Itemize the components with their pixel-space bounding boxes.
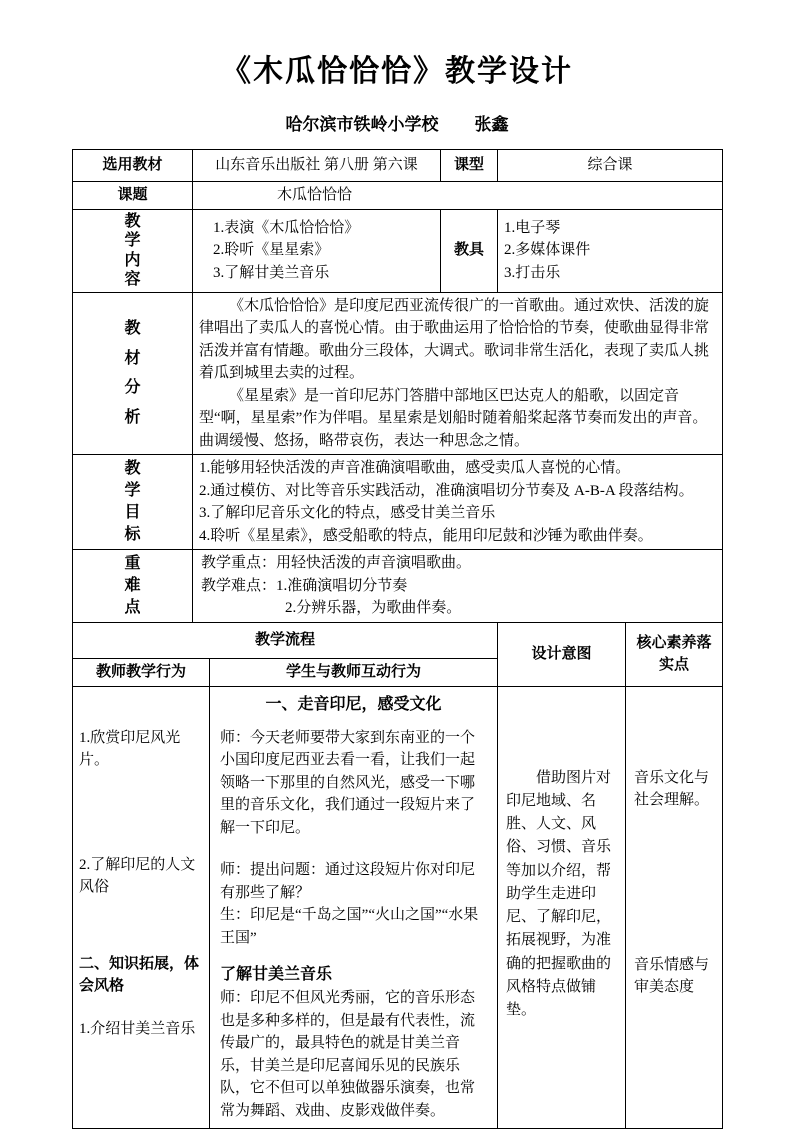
author-name: 张鑫 xyxy=(474,115,509,134)
core-literacy-header: 核心素养落实点 xyxy=(626,622,723,686)
teaching-goals-body xyxy=(193,455,723,550)
lesson-info-table xyxy=(72,149,723,623)
student-interaction-header: 学生与教师互动行为 xyxy=(210,658,498,686)
analysis-paragraph: 《木瓜恰恰恰》是印度尼西亚流传很广的一首歌曲。通过欢快、活泼的旋律唱出了卖瓜人的喜悦心情。由于歌曲运用了恰恰恰的节奏，使歌曲显得非常活泼并富有情趣。歌曲分三段体，大调式。歌词非常生活化，表现了卖瓜人挑着瓜到城里去卖的过程。 xyxy=(199,297,710,382)
analysis-paragraph: 《星星索》是一首印尼苏门答腊中部地区巴达克人的船歌，以固定音型“啊，星星索”作为伴唱。星星索是划船时随着船桨起落节奏而发出的声音。曲调缓慢、悠扬，略带哀伤，表达一种思念之情。 xyxy=(199,387,708,449)
literacy-item: 音乐情感与审美态度 xyxy=(634,956,710,996)
process-header: 教学流程 xyxy=(73,622,498,658)
literacy-item: 音乐文化与社会理解。 xyxy=(634,769,710,809)
topic-label: 课题 xyxy=(73,182,193,210)
school-name: 哈尔滨市铁岭小学校 xyxy=(285,115,439,134)
table-row-content xyxy=(73,209,723,292)
material-analysis-label-text: 教材分析 xyxy=(124,320,141,426)
process-header-row xyxy=(73,622,723,658)
core-literacy-cell xyxy=(626,686,723,1129)
teacher-behavior-cell xyxy=(73,686,210,1129)
design-intent-cell xyxy=(498,686,626,1129)
content-item: 3.了解甘美兰音乐 xyxy=(213,264,330,281)
course-type-label: 课型 xyxy=(441,150,498,182)
section-heading: 一、走音印尼，感受文化 xyxy=(265,695,442,713)
aids-label: 教具 xyxy=(441,209,498,292)
student-paragraph: 师：今天老师要带大家到东南亚的一个小国印度尼西亚去看一看，让我们一起领略一下那里的自然风光，感受一下哪里的音乐文化，我们通过一段短片来了解一下印尼。 xyxy=(220,729,476,836)
table-row-topic xyxy=(73,182,723,210)
aid-item: 1.电子琴 xyxy=(504,219,561,236)
student-paragraph: 师：提出问题：通过这段短片你对印尼有那些了解？ xyxy=(220,862,476,901)
aid-item: 2.多媒体课件 xyxy=(504,242,591,259)
page-subtitle xyxy=(72,110,722,135)
material-analysis-body xyxy=(193,292,723,455)
table-row-analysis xyxy=(73,292,723,455)
teaching-content-label-text: 教学内容 xyxy=(124,212,141,289)
goal-item: 1.能够用轻快活泼的声音准确演唱歌曲，感受卖瓜人喜悦的心情。 xyxy=(199,460,631,477)
teaching-goals-label xyxy=(73,455,193,550)
page-title: 《木瓜恰恰恰》教学设计 xyxy=(221,55,573,88)
teacher-item: 1.介绍甘美兰音乐 xyxy=(79,1020,196,1037)
course-type-value: 综合课 xyxy=(498,150,723,182)
goal-item: 3.了解印尼音乐文化的特点，感受甘美兰音乐 xyxy=(199,505,496,522)
section-heading: 了解甘美兰音乐 xyxy=(220,966,333,984)
teaching-content-label xyxy=(73,209,193,292)
teacher-item: 1.欣赏印尼风光片。 xyxy=(79,729,181,769)
student-interaction-cell xyxy=(210,686,498,1129)
goal-item: 4.聆听《星星索》，感受船歌的特点，能用印尼鼓和沙锤为歌曲伴奏。 xyxy=(199,527,653,544)
aid-item: 3.打击乐 xyxy=(504,264,561,281)
material-analysis-label xyxy=(73,292,193,455)
student-paragraph: 生：印尼是“千岛之国”“火山之国”“水果王国” xyxy=(220,907,479,946)
table-row-goals xyxy=(73,455,723,550)
keypoint-line: 教学重点：用轻快活泼的声音演唱歌曲。 xyxy=(201,555,472,572)
teaching-process-table xyxy=(72,622,723,1129)
design-intent-header: 设计意图 xyxy=(498,622,626,686)
goal-item: 2.通过模仿、对比等音乐实践活动，准确演唱切分节奏及 A-B-A 段落结构。 xyxy=(199,482,694,499)
teacher-behavior-header: 教师教学行为 xyxy=(73,658,210,686)
teaching-content-list xyxy=(193,209,441,292)
content-item: 2.聆听《星星索》 xyxy=(213,242,330,259)
topic-value: 木瓜恰恰恰 xyxy=(193,182,723,210)
aids-list xyxy=(498,209,723,292)
keypoints-body xyxy=(193,550,723,623)
teacher-item: 二、知识拓展，体会风格 xyxy=(79,955,200,995)
material-label: 选用教材 xyxy=(73,150,193,182)
teaching-goals-label-text: 教学目标 xyxy=(124,459,141,544)
table-row-keypoints xyxy=(73,550,723,623)
keypoints-label xyxy=(73,550,193,623)
content-item: 1.表演《木瓜恰恰恰》 xyxy=(213,219,360,236)
keypoint-line: 教学难点：1.准确演唱切分节奏 xyxy=(201,577,408,594)
design-intent-text: 借助图片对印尼地域、名胜、人文、风俗、习惯、音乐等加以介绍，帮助学生走进印尼、了解印尼，拓展视野，为准确的把握歌曲的风格特点做铺垫。 xyxy=(506,769,612,1019)
keypoint-line: 2.分辨乐器，为歌曲伴奏。 xyxy=(285,600,462,617)
material-value: 山东音乐出版社 第八册 第六课 xyxy=(193,150,441,182)
student-paragraph: 师：印尼不但风光秀丽，它的音乐形态也是多种多样的，但是最有代表性，流传最广的，最具特色的就是甘美兰音乐，甘美兰是印尼喜闻乐见的民族乐队，它不但可以单独做器乐演奏，也常常为舞蹈、戏曲、皮影戏做伴奏。 xyxy=(220,990,476,1119)
keypoints-label-text: 重难点 xyxy=(124,554,141,616)
table-row-material xyxy=(73,150,723,182)
process-content-row xyxy=(73,686,723,1129)
teacher-item: 2.了解印尼的人文风俗 xyxy=(79,856,196,896)
